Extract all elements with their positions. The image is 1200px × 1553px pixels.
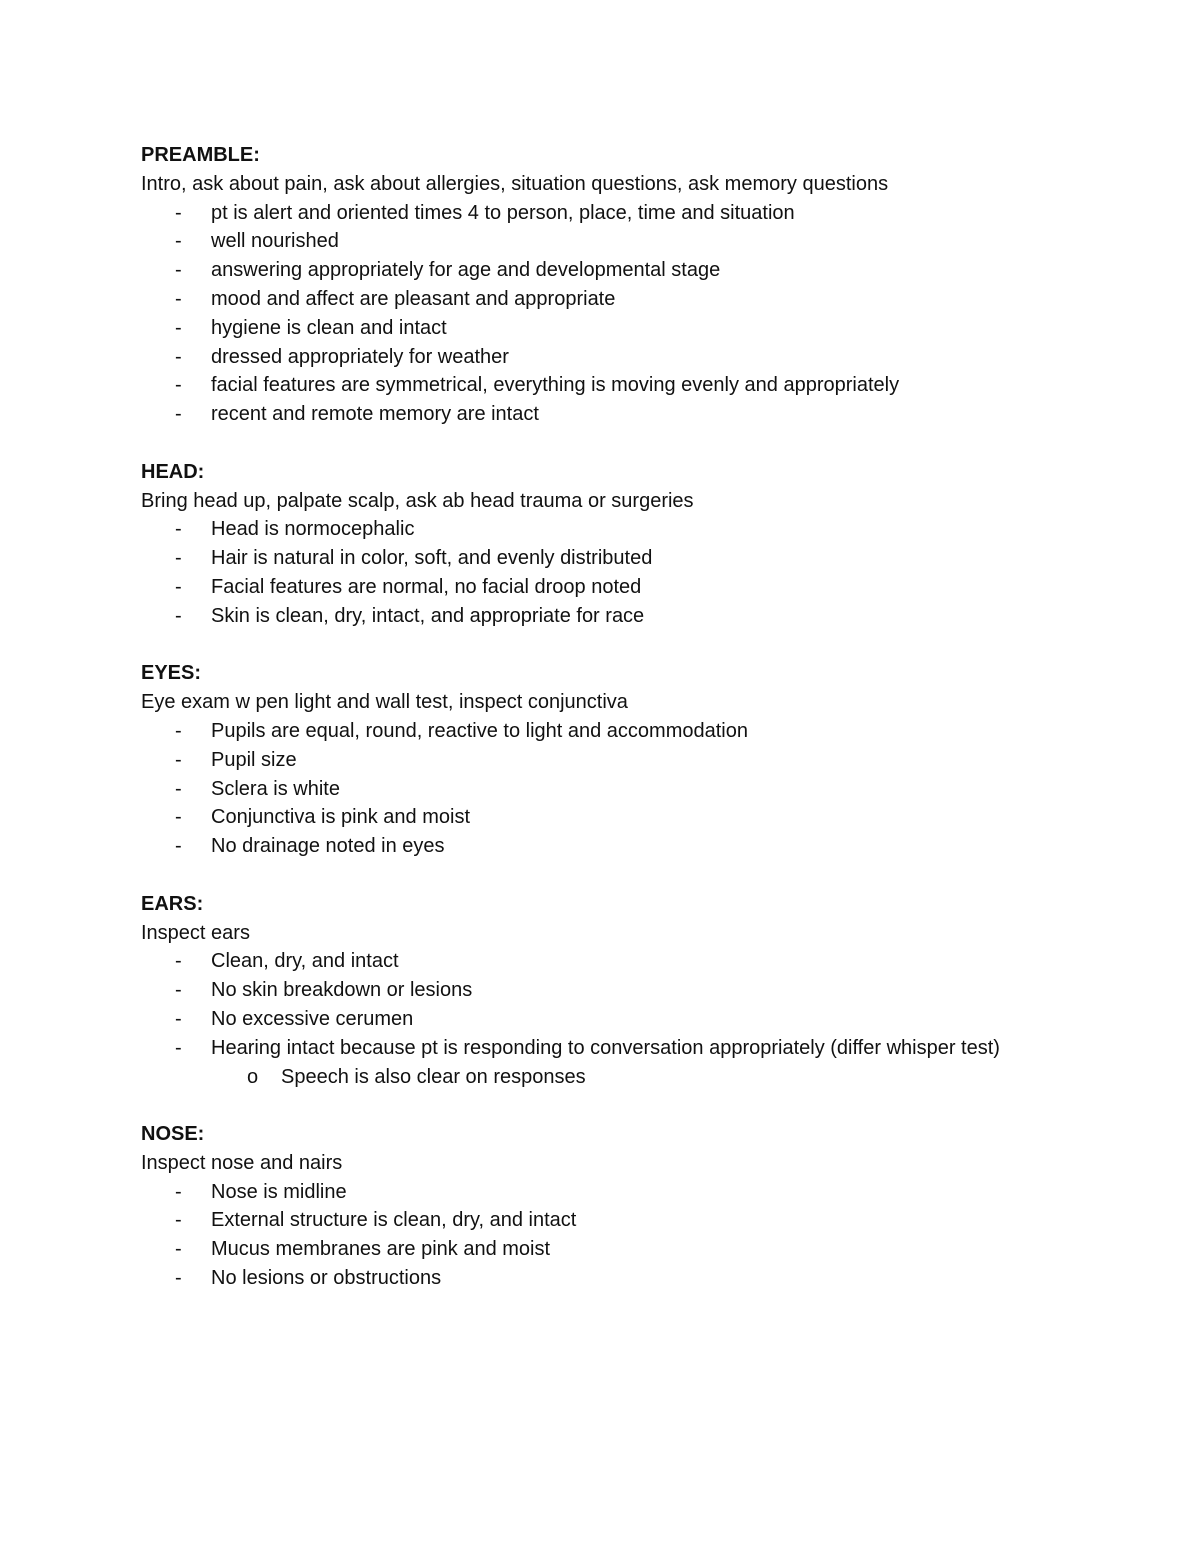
list-item: [141, 544, 1061, 573]
list-item: [141, 1235, 1061, 1264]
bullet-list: [141, 947, 1061, 1091]
dash-bullet: -: [175, 575, 182, 598]
section-preamble: [141, 141, 1061, 429]
dash-bullet: -: [175, 604, 182, 627]
list-item: [141, 1178, 1061, 1207]
dash-bullet: -: [175, 259, 182, 282]
sub-list-item-text: Speech is also clear on responses: [281, 1065, 586, 1088]
bullet-list: [141, 515, 1061, 630]
dash-bullet: -: [175, 287, 182, 310]
list-item: [141, 1206, 1061, 1235]
list-item-text: Hair is natural in color, soft, and evenly distributed: [211, 547, 653, 570]
list-item-text: recent and remote memory are intact: [211, 403, 539, 426]
dash-bullet: -: [175, 1007, 182, 1030]
list-item-text: Mucus membranes are pink and moist: [211, 1238, 551, 1261]
section-heading: EYES:: [141, 662, 202, 685]
list-item-text: mood and affect are pleasant and appropriate: [211, 287, 616, 310]
list-item: [141, 717, 1061, 746]
list-item-text: Sclera is white: [211, 777, 340, 800]
list-item: [141, 602, 1061, 631]
list-item: [141, 227, 1061, 256]
list-item: [141, 371, 1061, 400]
bullet-list: [141, 199, 1061, 429]
list-item: [141, 1034, 1061, 1092]
section-ears: [141, 890, 1061, 1092]
section-intro: Bring head up, palpate scalp, ask ab head trauma or surgeries: [141, 489, 694, 512]
circle-bullet: o: [247, 1065, 259, 1088]
dash-bullet: -: [175, 806, 182, 829]
list-item-text: pt is alert and oriented times 4 to person, place, time and situation: [211, 201, 795, 224]
list-item-text: Nose is midline: [211, 1180, 347, 1203]
list-item: [141, 746, 1061, 775]
dash-bullet: -: [175, 835, 182, 858]
section-intro: Inspect nose and nairs: [141, 1151, 343, 1174]
list-item-text: No drainage noted in eyes: [211, 835, 445, 858]
list-item-text: facial features are symmetrical, everything is moving evenly and appropriately: [211, 374, 900, 397]
list-item: [141, 1264, 1061, 1293]
dash-bullet: -: [175, 345, 182, 368]
list-item: [141, 199, 1061, 228]
dash-bullet: -: [175, 547, 182, 570]
list-item-text: Clean, dry, and intact: [211, 950, 399, 973]
section-intro: Intro, ask about pain, ask about allergies, situation questions, ask memory questions: [141, 172, 889, 195]
list-item-text: No skin breakdown or lesions: [211, 979, 473, 1002]
section-heading: EARS:: [141, 892, 204, 915]
list-item: [141, 343, 1061, 372]
section-eyes: [141, 659, 1061, 861]
list-item-text: Skin is clean, dry, intact, and appropriate for race: [211, 604, 645, 627]
section-intro: Eye exam w pen light and wall test, inspect conjunctiva: [141, 691, 628, 714]
list-item: [141, 832, 1061, 861]
list-item: [141, 1005, 1061, 1034]
section-heading: PREAMBLE:: [141, 144, 260, 166]
list-item-text: answering appropriately for age and developmental stage: [211, 259, 721, 282]
dash-bullet: -: [175, 719, 182, 742]
list-item-text: hygiene is clean and intact: [211, 316, 447, 339]
list-item: [141, 775, 1061, 804]
dash-bullet: -: [175, 403, 182, 426]
list-item: [141, 573, 1061, 602]
section-intro: Inspect ears: [141, 921, 250, 944]
list-item: [141, 803, 1061, 832]
list-item-text: No excessive cerumen: [211, 1007, 414, 1030]
dash-bullet: -: [175, 979, 182, 1002]
section-heading: HEAD:: [141, 460, 205, 483]
dash-bullet: -: [175, 950, 182, 973]
list-item: [141, 256, 1061, 285]
list-item-text: well nourished: [211, 230, 339, 253]
dash-bullet: -: [175, 374, 182, 397]
list-item: [141, 976, 1061, 1005]
section-nose: [141, 1120, 1061, 1293]
list-item: [141, 314, 1061, 343]
dash-bullet: -: [175, 1209, 182, 1232]
dash-bullet: -: [175, 1036, 182, 1059]
sub-list-item: [211, 1063, 1061, 1092]
list-item-text: External structure is clean, dry, and intact: [211, 1209, 577, 1232]
dash-bullet: -: [175, 201, 182, 224]
list-item-text: Hearing intact because pt is responding to conversation appropriately (differ whisper test): [211, 1036, 1000, 1059]
dash-bullet: -: [175, 748, 182, 771]
dash-bullet: -: [175, 316, 182, 339]
list-item: [141, 515, 1061, 544]
list-item-text: No lesions or obstructions: [211, 1267, 442, 1290]
dash-bullet: -: [175, 1267, 182, 1290]
document-body: [141, 141, 1061, 1322]
section-head: [141, 458, 1061, 631]
dash-bullet: -: [175, 230, 182, 253]
list-item-text: Facial features are normal, no facial droop noted: [211, 575, 642, 598]
bullet-list: [141, 1178, 1061, 1293]
dash-bullet: -: [175, 777, 182, 800]
bullet-list: [141, 717, 1061, 861]
dash-bullet: -: [175, 518, 182, 541]
list-item-text: Conjunctiva is pink and moist: [211, 806, 471, 829]
dash-bullet: -: [175, 1238, 182, 1261]
list-item-text: Head is normocephalic: [211, 518, 415, 541]
list-item: [141, 285, 1061, 314]
list-item-text: Pupil size: [211, 748, 297, 771]
list-item: [141, 400, 1061, 429]
dash-bullet: -: [175, 1180, 182, 1203]
list-item-text: dressed appropriately for weather: [211, 345, 509, 368]
sub-bullet-list: [211, 1063, 1061, 1092]
section-heading: NOSE:: [141, 1123, 205, 1146]
list-item: [141, 947, 1061, 976]
list-item-text: Pupils are equal, round, reactive to light and accommodation: [211, 719, 748, 742]
